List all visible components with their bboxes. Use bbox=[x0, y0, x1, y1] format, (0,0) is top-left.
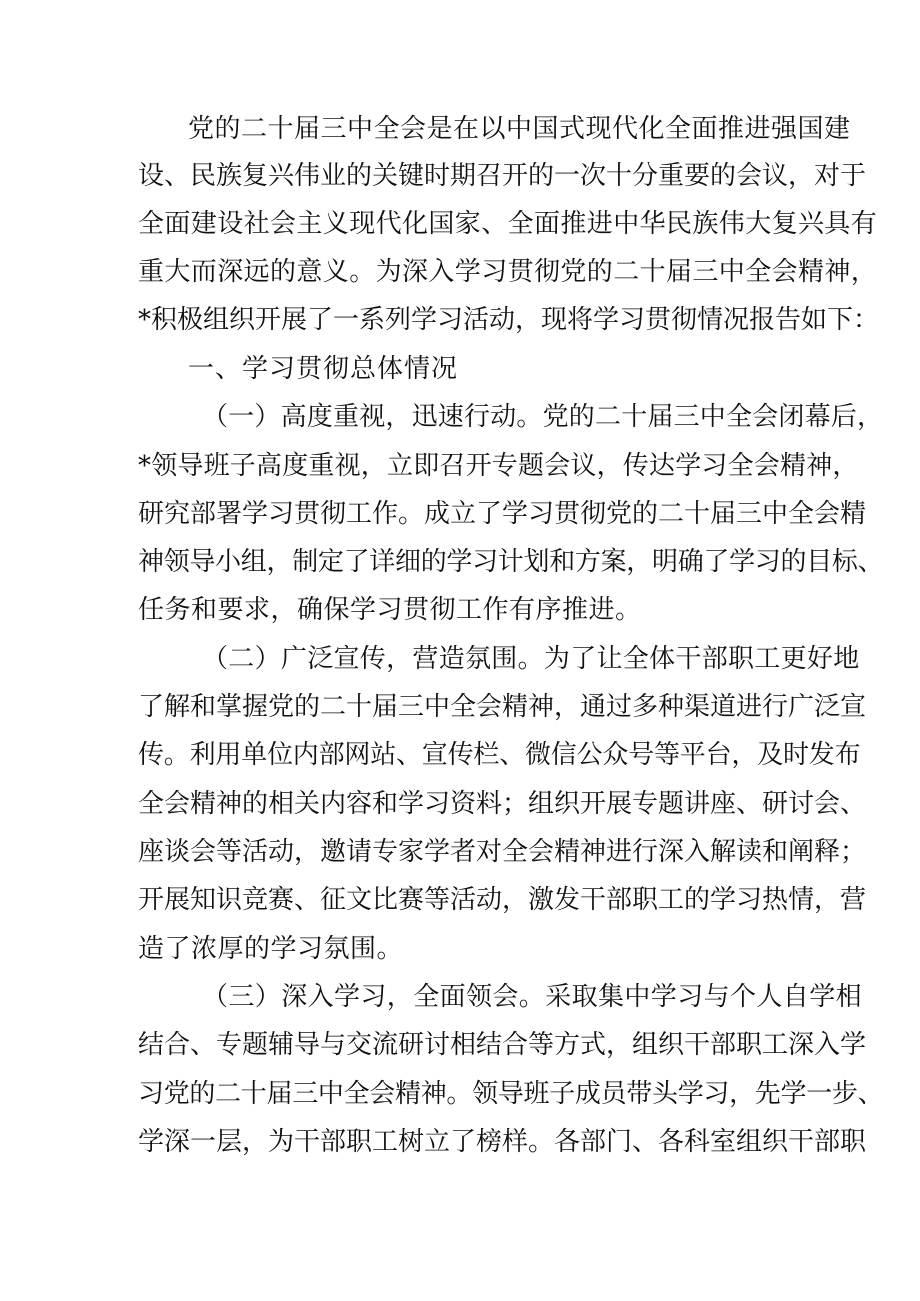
paragraph-one-line-3: 研究部署学习贯彻工作。成立了学习贯彻党的二十届三中全会精 bbox=[138, 499, 867, 529]
paragraph-two-line-3: 传。利用单位内部网站、宣传栏、微信公众号等平台，及时发布 bbox=[138, 740, 861, 770]
paragraph-intro-line-2: 设、民族复兴伟业的关键时期召开的一次十分重要的会议，对于 bbox=[138, 161, 867, 191]
paragraph-three-line-4: 学深一层，为干部职工树立了榜样。各部门、各科室组织干部职 bbox=[138, 1127, 867, 1157]
paragraph-three-line-1: （三）深入学习，全面领会。采取集中学习与个人自学相 bbox=[202, 982, 863, 1012]
paragraph-two-line-5: 座谈会等活动，邀请专家学者对全会精神进行深入解读和阐释； bbox=[138, 837, 867, 867]
paragraph-intro-line-5: *积极组织开展了一系列学习活动，现将学习贯彻情况报告如下： bbox=[138, 305, 880, 335]
section-heading: 一、学习贯彻总体情况 bbox=[188, 354, 459, 384]
paragraph-three-line-2: 结合、专题辅导与交流研讨相结合等方式，组织干部职工深入学 bbox=[138, 1030, 867, 1060]
paragraph-one-line-4: 神领导小组，制定了详细的学习计划和方案，明确了学习的目标、 bbox=[138, 547, 884, 577]
paragraph-one-line-2: *领导班子高度重视，立即召开专题会议，传达学习全会精神， bbox=[138, 451, 859, 481]
paragraph-intro-line-1: 党的二十届三中全会是在以中国式现代化全面推进强国建 bbox=[188, 114, 851, 144]
paragraph-three-line-3: 习党的二十届三中全会精神。领导班子成员带头学习，先学一步、 bbox=[138, 1079, 884, 1109]
paragraph-two-line-7: 造了浓厚的学习氛围。 bbox=[138, 934, 404, 964]
paragraph-two-line-4: 全会精神的相关内容和学习资料；组织开展专题讲座、研讨会、 bbox=[138, 789, 867, 819]
paragraph-one-line-1: （一）高度重视，迅速行动。党的二十届三中全会闭幕后， bbox=[202, 402, 884, 432]
paragraph-one-line-5: 任务和要求，确保学习贯彻工作有序推进。 bbox=[138, 595, 642, 625]
paragraph-two-line-2: 了解和掌握党的二十届三中全会精神，通过多种渠道进行广泛宣 bbox=[138, 692, 867, 722]
paragraph-intro-line-4: 重大而深远的意义。为深入学习贯彻党的二十届三中全会精神， bbox=[138, 257, 878, 287]
paragraph-intro-line-3: 全面建设社会主义现代化国家、全面推进中华民族伟大复兴具有 bbox=[138, 209, 878, 239]
paragraph-two-line-6: 开展知识竞赛、征文比赛等活动，激发干部职工的学习热情，营 bbox=[138, 885, 867, 915]
paragraph-two-line-1: （二）广泛宣传，营造氛围。为了让全体干部职工更好地 bbox=[202, 644, 860, 674]
